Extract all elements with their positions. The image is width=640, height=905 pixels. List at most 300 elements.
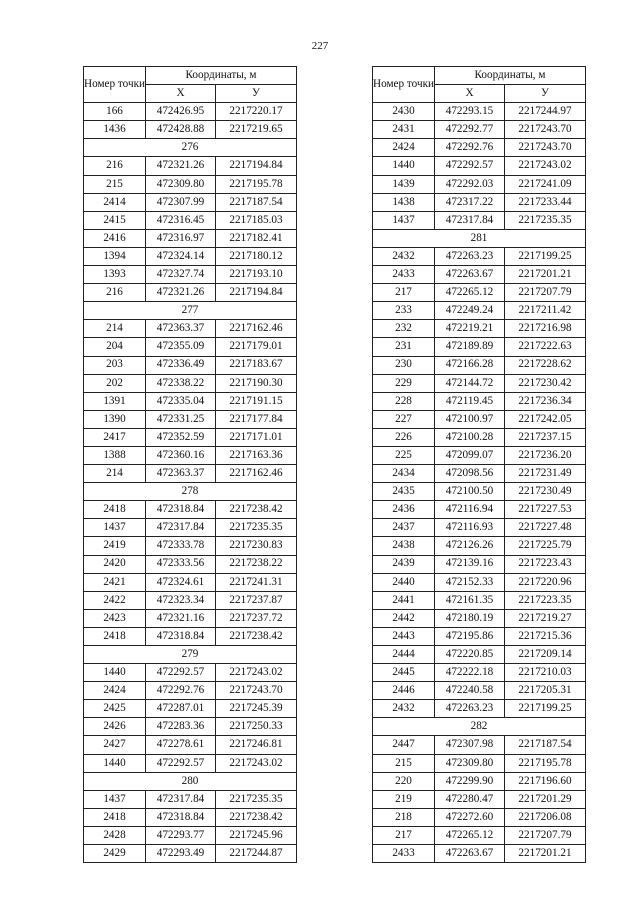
table-row [373,103,586,121]
x-coordinate-cell: 472360.16 [146,446,216,464]
x-coordinate-cell: 472100.97 [435,410,505,428]
point-number-cell: 203 [84,356,146,374]
point-number-cell: 2440 [373,573,435,591]
x-coordinate-cell: 472323.34 [146,591,216,609]
point-number-cell: 1440 [373,157,435,175]
x-coordinate-cell: 472263.67 [435,845,505,863]
section-number: 279 [84,646,297,664]
x-coordinate-cell: 472309.80 [146,175,216,193]
x-coordinate-cell: 472293.15 [435,103,505,121]
header-x: X [146,85,216,103]
y-coordinate-cell: 2217237.72 [216,609,297,627]
x-coordinate-cell: 472316.45 [146,211,216,229]
point-number-cell: 2424 [84,682,146,700]
point-number-cell: 228 [373,392,435,410]
x-coordinate-cell: 472307.98 [435,736,505,754]
x-coordinate-cell: 472139.16 [435,555,505,573]
x-coordinate-cell: 472116.93 [435,519,505,537]
y-coordinate-cell: 2217195.78 [216,175,297,193]
table-row [84,664,297,682]
table-row [373,537,586,555]
y-coordinate-cell: 2217241.31 [216,573,297,591]
table-row [84,826,297,844]
y-coordinate-cell: 2217191.15 [216,392,297,410]
table-row [373,247,586,265]
point-number-cell: 218 [373,808,435,826]
y-coordinate-cell: 2217201.21 [505,266,586,284]
y-coordinate-cell: 2217238.42 [216,501,297,519]
x-coordinate-cell: 472292.77 [435,121,505,139]
table-row [84,193,297,211]
point-number-cell: 2424 [373,139,435,157]
x-coordinate-cell: 472098.56 [435,465,505,483]
table-row [84,247,297,265]
point-number-cell: 214 [84,320,146,338]
point-number-cell: 2441 [373,591,435,609]
x-coordinate-cell: 472317.22 [435,193,505,211]
x-coordinate-cell: 472220.85 [435,646,505,664]
y-coordinate-cell: 2217243.70 [216,682,297,700]
x-coordinate-cell: 472331.25 [146,410,216,428]
x-coordinate-cell: 472161.35 [435,591,505,609]
coordinates-table-right [372,66,586,863]
section-number: 280 [84,772,297,790]
x-coordinate-cell: 472195.86 [435,627,505,645]
y-coordinate-cell: 2217182.41 [216,229,297,247]
table-row [373,284,586,302]
point-number-cell: 2428 [84,826,146,844]
point-number-cell: 231 [373,338,435,356]
point-number-cell: 2442 [373,609,435,627]
point-number-cell: 2418 [84,627,146,645]
y-coordinate-cell: 2217236.20 [505,446,586,464]
x-coordinate-cell: 472318.84 [146,808,216,826]
y-coordinate-cell: 2217210.03 [505,664,586,682]
table-row [373,483,586,501]
table-row [373,465,586,483]
y-coordinate-cell: 2217243.70 [505,139,586,157]
point-number-cell: 2419 [84,537,146,555]
y-coordinate-cell: 2217180.12 [216,247,297,265]
y-coordinate-cell: 2217193.10 [216,266,297,284]
y-coordinate-cell: 2217209.14 [505,646,586,664]
x-coordinate-cell: 472180.19 [435,609,505,627]
x-coordinate-cell: 472293.49 [146,845,216,863]
table-row [84,573,297,591]
x-coordinate-cell: 472126.26 [435,537,505,555]
table-row [373,446,586,464]
y-coordinate-cell: 2217162.46 [216,320,297,338]
point-number-cell: 2415 [84,211,146,229]
table-row [373,646,586,664]
x-coordinate-cell: 472355.09 [146,338,216,356]
point-number-cell: 2418 [84,501,146,519]
table-row [373,157,586,175]
point-number-cell: 2433 [373,266,435,284]
table-row [84,519,297,537]
y-coordinate-cell: 2217187.54 [505,736,586,754]
x-coordinate-cell: 472099.07 [435,446,505,464]
y-coordinate-cell: 2217236.34 [505,392,586,410]
table-row [373,664,586,682]
y-coordinate-cell: 2217177.84 [216,410,297,428]
point-number-cell: 217 [373,284,435,302]
table-row [373,790,586,808]
y-coordinate-cell: 2217227.53 [505,501,586,519]
x-coordinate-cell: 472263.23 [435,247,505,265]
point-number-cell: 227 [373,410,435,428]
table-row [84,736,297,754]
page-number: 227 [311,40,329,52]
y-coordinate-cell: 2217235.35 [216,790,297,808]
point-number-cell: 216 [84,157,146,175]
y-coordinate-cell: 2217241.09 [505,175,586,193]
point-number-cell: 1388 [84,446,146,464]
point-number-cell: 2445 [373,664,435,682]
table-row [373,374,586,392]
y-coordinate-cell: 2217201.29 [505,790,586,808]
y-coordinate-cell: 2217238.22 [216,555,297,573]
table-row [373,410,586,428]
y-coordinate-cell: 2217205.31 [505,682,586,700]
x-coordinate-cell: 472100.50 [435,483,505,501]
point-number-cell: 215 [373,754,435,772]
point-number-cell: 217 [373,826,435,844]
table-row [84,700,297,718]
y-coordinate-cell: 2217211.42 [505,302,586,320]
table-row [373,754,586,772]
y-coordinate-cell: 2217194.84 [216,157,297,175]
table-row [373,591,586,609]
table-row [373,772,586,790]
x-coordinate-cell: 472307.99 [146,193,216,211]
point-number-cell: 166 [84,103,146,121]
header-coordinates: Координаты, м [146,67,297,85]
y-coordinate-cell: 2217201.21 [505,845,586,863]
x-coordinate-cell: 472363.37 [146,465,216,483]
x-coordinate-cell: 472293.77 [146,826,216,844]
x-coordinate-cell: 472292.76 [146,682,216,700]
point-number-cell: 2434 [373,465,435,483]
x-coordinate-cell: 472287.01 [146,700,216,718]
y-coordinate-cell: 2217219.27 [505,609,586,627]
header-x: X [435,85,505,103]
table-row [373,266,586,284]
point-number-cell: 2433 [373,845,435,863]
y-coordinate-cell: 2217220.96 [505,573,586,591]
table-row [84,338,297,356]
table-row [84,428,297,446]
table-row [84,356,297,374]
section-row [84,483,297,501]
x-coordinate-cell: 472324.61 [146,573,216,591]
x-coordinate-cell: 472321.26 [146,157,216,175]
section-number: 277 [84,302,297,320]
point-number-cell: 2430 [373,103,435,121]
y-coordinate-cell: 2217190.30 [216,374,297,392]
y-coordinate-cell: 2217235.35 [505,211,586,229]
point-number-cell: 2444 [373,646,435,664]
table-row [373,826,586,844]
y-coordinate-cell: 2217195.78 [505,754,586,772]
y-coordinate-cell: 2217194.84 [216,284,297,302]
point-number-cell: 2432 [373,700,435,718]
y-coordinate-cell: 2217199.25 [505,247,586,265]
section-row [84,139,297,157]
table-row [373,808,586,826]
point-number-cell: 2422 [84,591,146,609]
y-coordinate-cell: 2217231.49 [505,465,586,483]
y-coordinate-cell: 2217207.79 [505,826,586,844]
x-coordinate-cell: 472309.80 [435,754,505,772]
x-coordinate-cell: 472263.67 [435,266,505,284]
point-number-cell: 2429 [84,845,146,863]
x-coordinate-cell: 472263.23 [435,700,505,718]
point-number-cell: 225 [373,446,435,464]
point-number-cell: 1439 [373,175,435,193]
table-row [373,573,586,591]
table-row [84,374,297,392]
table-row [84,555,297,573]
point-number-cell: 230 [373,356,435,374]
point-number-cell: 2414 [84,193,146,211]
point-number-cell: 1438 [373,193,435,211]
x-coordinate-cell: 472292.03 [435,175,505,193]
table-row [373,211,586,229]
x-coordinate-cell: 472317.84 [146,519,216,537]
point-number-cell: 1437 [84,790,146,808]
y-coordinate-cell: 2217243.02 [216,664,297,682]
table-row [373,139,586,157]
point-number-cell: 2432 [373,247,435,265]
point-number-cell: 214 [84,465,146,483]
y-coordinate-cell: 2217230.83 [216,537,297,555]
header-y: У [505,85,586,103]
point-number-cell: 233 [373,302,435,320]
x-coordinate-cell: 472265.12 [435,826,505,844]
y-coordinate-cell: 2217222.63 [505,338,586,356]
point-number-cell: 2439 [373,555,435,573]
header-point-number: Номер точки [84,67,146,103]
x-coordinate-cell: 472426.95 [146,103,216,121]
x-coordinate-cell: 472321.16 [146,609,216,627]
table-row [373,193,586,211]
point-number-cell: 1437 [373,211,435,229]
point-number-cell: 215 [84,175,146,193]
point-number-cell: 204 [84,338,146,356]
point-number-cell: 2427 [84,736,146,754]
point-number-cell: 2431 [373,121,435,139]
x-coordinate-cell: 472189.89 [435,338,505,356]
table-row [84,501,297,519]
x-coordinate-cell: 472338.22 [146,374,216,392]
x-coordinate-cell: 472219.21 [435,320,505,338]
x-coordinate-cell: 472249.24 [435,302,505,320]
table-row [84,790,297,808]
x-coordinate-cell: 472318.84 [146,627,216,645]
table-row [84,754,297,772]
table-row [373,845,586,863]
x-coordinate-cell: 472335.04 [146,392,216,410]
x-coordinate-cell: 472278.61 [146,736,216,754]
x-coordinate-cell: 472292.57 [146,664,216,682]
x-coordinate-cell: 472240.58 [435,682,505,700]
table-row [84,465,297,483]
point-number-cell: 216 [84,284,146,302]
x-coordinate-cell: 472299.90 [435,772,505,790]
table-row [84,808,297,826]
table-row [373,338,586,356]
x-coordinate-cell: 472119.45 [435,392,505,410]
y-coordinate-cell: 2217243.02 [505,157,586,175]
y-coordinate-cell: 2217233.44 [505,193,586,211]
y-coordinate-cell: 2217220.17 [216,103,297,121]
section-row [373,229,586,247]
y-coordinate-cell: 2217228.62 [505,356,586,374]
x-coordinate-cell: 472222.18 [435,664,505,682]
table-row [373,609,586,627]
point-number-cell: 202 [84,374,146,392]
y-coordinate-cell: 2217237.87 [216,591,297,609]
point-number-cell: 2416 [84,229,146,247]
table-row [373,428,586,446]
section-number: 276 [84,139,297,157]
table-row [84,627,297,645]
point-number-cell: 2420 [84,555,146,573]
x-coordinate-cell: 472333.56 [146,555,216,573]
y-coordinate-cell: 2217187.54 [216,193,297,211]
section-row [84,772,297,790]
y-coordinate-cell: 2217171.01 [216,428,297,446]
y-coordinate-cell: 2217219.65 [216,121,297,139]
table-row [373,501,586,519]
point-number-cell: 2425 [84,700,146,718]
table-row [373,682,586,700]
header-y: У [216,85,297,103]
x-coordinate-cell: 472428.88 [146,121,216,139]
y-coordinate-cell: 2217223.43 [505,555,586,573]
table-row [84,157,297,175]
point-number-cell: 1394 [84,247,146,265]
y-coordinate-cell: 2217235.35 [216,519,297,537]
y-coordinate-cell: 2217227.48 [505,519,586,537]
point-number-cell: 2423 [84,609,146,627]
table-row [84,718,297,736]
table-row [84,682,297,700]
point-number-cell: 226 [373,428,435,446]
y-coordinate-cell: 2217245.39 [216,700,297,718]
table-row [373,302,586,320]
x-coordinate-cell: 472280.47 [435,790,505,808]
x-coordinate-cell: 472292.57 [435,157,505,175]
section-number: 281 [373,229,586,247]
point-number-cell: 2417 [84,428,146,446]
point-number-cell: 2421 [84,573,146,591]
x-coordinate-cell: 472144.72 [435,374,505,392]
point-number-cell: 2435 [373,483,435,501]
point-number-cell: 2436 [373,501,435,519]
table-body-left [84,103,297,863]
table-row [373,736,586,754]
table-row [373,175,586,193]
point-number-cell: 1440 [84,664,146,682]
table-row [84,284,297,302]
table-row [84,446,297,464]
header-coordinates: Координаты, м [435,67,586,85]
y-coordinate-cell: 2217244.87 [216,845,297,863]
point-number-cell: 1391 [84,392,146,410]
x-coordinate-cell: 472327.74 [146,266,216,284]
y-coordinate-cell: 2217216.98 [505,320,586,338]
point-number-cell: 2418 [84,808,146,826]
x-coordinate-cell: 472265.12 [435,284,505,302]
y-coordinate-cell: 2217196.60 [505,772,586,790]
y-coordinate-cell: 2217223.35 [505,591,586,609]
section-number: 278 [84,483,297,501]
y-coordinate-cell: 2217230.49 [505,483,586,501]
point-number-cell: 2426 [84,718,146,736]
point-number-cell: 232 [373,320,435,338]
table-row [84,121,297,139]
table-row [84,211,297,229]
table-row [84,410,297,428]
coordinates-table-left [83,66,297,863]
y-coordinate-cell: 2217230.42 [505,374,586,392]
table-row [84,591,297,609]
x-coordinate-cell: 472324.14 [146,247,216,265]
y-coordinate-cell: 2217207.79 [505,284,586,302]
point-number-cell: 2447 [373,736,435,754]
y-coordinate-cell: 2217206.08 [505,808,586,826]
x-coordinate-cell: 472336.49 [146,356,216,374]
y-coordinate-cell: 2217250.33 [216,718,297,736]
x-coordinate-cell: 472318.84 [146,501,216,519]
y-coordinate-cell: 2217245.96 [216,826,297,844]
x-coordinate-cell: 472321.26 [146,284,216,302]
x-coordinate-cell: 472317.84 [146,790,216,808]
table-row [84,320,297,338]
y-coordinate-cell: 2217183.67 [216,356,297,374]
table-row [84,845,297,863]
x-coordinate-cell: 472333.78 [146,537,216,555]
x-coordinate-cell: 472116.94 [435,501,505,519]
point-number-cell: 1393 [84,266,146,284]
x-coordinate-cell: 472363.37 [146,320,216,338]
table-row [84,229,297,247]
table-row [373,519,586,537]
point-number-cell: 1390 [84,410,146,428]
point-number-cell: 2446 [373,682,435,700]
table-row [84,392,297,410]
point-number-cell: 1437 [84,519,146,537]
y-coordinate-cell: 2217243.02 [216,754,297,772]
table-row [373,392,586,410]
table-row [84,609,297,627]
section-row [84,302,297,320]
y-coordinate-cell: 2217199.25 [505,700,586,718]
point-number-cell: 1436 [84,121,146,139]
x-coordinate-cell: 472352.59 [146,428,216,446]
point-number-cell: 220 [373,772,435,790]
x-coordinate-cell: 472316.97 [146,229,216,247]
y-coordinate-cell: 2217179.01 [216,338,297,356]
table-row [84,103,297,121]
y-coordinate-cell: 2217215.36 [505,627,586,645]
section-number: 282 [373,718,586,736]
y-coordinate-cell: 2217163.36 [216,446,297,464]
x-coordinate-cell: 472100.28 [435,428,505,446]
x-coordinate-cell: 472166.28 [435,356,505,374]
